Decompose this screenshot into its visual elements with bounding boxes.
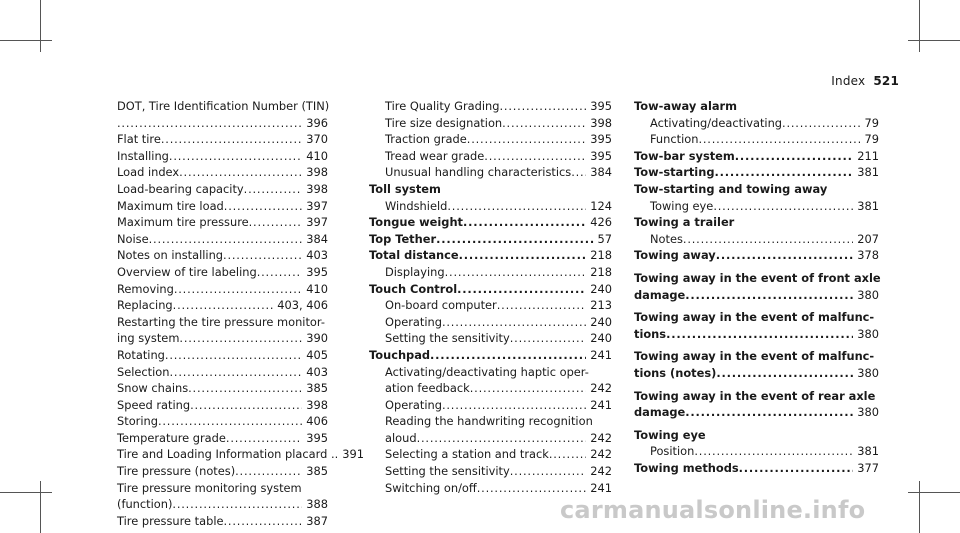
index-entry[interactable]: Installing ..... 410 (117, 148, 328, 165)
index-heading-towaway-alarm: Tow-away alarm (634, 99, 738, 113)
index-entry-malfunctions[interactable]: Towing away in the event of malfunc- (634, 310, 875, 325)
index-heading-towing-trailer: Towing a trailer (634, 215, 735, 230)
index-entry[interactable]: Storing ..... 406 (117, 413, 328, 430)
index-entry-malfunctions-cont[interactable]: tions ..... 380 (634, 326, 879, 343)
index-entry[interactable]: Tread wear grade ..... 395 (369, 148, 612, 165)
index-entry-rear-axle-cont[interactable]: damage ..... 380 (634, 404, 879, 421)
index-column-2 (369, 98, 612, 496)
index-entry[interactable]: Selecting a station and track ..... 242 (369, 446, 612, 463)
index-entry[interactable]: Removing ..... 410 (117, 281, 328, 298)
index-entry-notes[interactable]: Notes ..... 207 (634, 231, 879, 248)
index-entry[interactable]: Maximum tire pressure ..... 397 (117, 214, 328, 231)
index-entry[interactable]: On-board computer ..... 213 (369, 297, 612, 314)
index-entry[interactable]: Tire Quality Grading ..... 395 (369, 98, 612, 115)
index-entry-tire-pressure-table[interactable]: Tire pressure table ..... 387 (117, 513, 328, 530)
index-entry-tongue-weight[interactable]: Tongue weight ..... 426 (369, 214, 612, 231)
index-entry-reading-cont[interactable]: aloud ..... 242 (369, 430, 612, 447)
index-column-1 (117, 98, 364, 529)
index-entry[interactable]: Maximum tire load ..... 397 (117, 198, 328, 215)
index-entry-towing-methods[interactable]: Towing methods ..... 377 (634, 460, 879, 477)
index-entry[interactable]: Operating ..... 240 (369, 314, 612, 331)
index-entry[interactable]: Speed rating ..... 398 (117, 397, 328, 414)
index-entry-dot[interactable]: DOT, Tire Identification Number (TIN) (117, 99, 330, 113)
index-entry-top-tether[interactable]: Top Tether ..... 57 (369, 231, 612, 248)
index-entry[interactable]: Notes on installing ..... 403 (117, 247, 328, 264)
index-entry[interactable]: Temperature grade ..... 395 (117, 430, 328, 447)
index-entry[interactable]: Function ..... 79 (634, 131, 879, 148)
index-column-3 (634, 98, 879, 476)
page-number: 521 (873, 74, 899, 88)
index-entry[interactable]: Overview of tire labeling ..... 395 (117, 264, 328, 281)
index-entry-touchpad[interactable]: Touchpad ..... 241 (369, 347, 612, 364)
index-entry[interactable]: Traction grade ..... 395 (369, 131, 612, 148)
index-entry-displaying[interactable]: Displaying ..... 218 (369, 264, 612, 281)
index-entry-rear-axle[interactable]: Towing away in the event of rear axle (634, 388, 876, 403)
index-entry[interactable]: Switching on/off ..... 241 (369, 480, 612, 497)
index-entry-position[interactable]: Position ..... 381 (634, 443, 879, 460)
section-title: Index (831, 74, 866, 88)
index-entry-restart-cont[interactable]: ing system ..... 390 (117, 330, 328, 347)
index-entry-touch-control[interactable]: Touch Control ..... 240 (369, 281, 612, 298)
index-entry-towing-eye[interactable]: Towing eye ..... 381 (634, 198, 879, 215)
index-entry[interactable]: Operating ..... 241 (369, 397, 612, 414)
index-entry[interactable]: Setting the sensitivity ..... 242 (369, 463, 612, 480)
index-entry-haptic[interactable]: Activating/deactivating haptic oper- (385, 364, 589, 379)
index-entry[interactable]: Tire size designation ..... 398 (369, 115, 612, 132)
index-heading-tow-starting-towing: Tow-starting and towing away (634, 181, 828, 196)
index-entry[interactable]: Replacing ..... 403, 406 (117, 297, 328, 314)
index-entry-reading[interactable]: Reading the handwriting recognition (385, 414, 593, 429)
index-entry-windshield[interactable]: Windshield ..... 124 (369, 198, 612, 215)
index-entry-dot-page[interactable]: ..... 396 (117, 115, 328, 132)
index-entry[interactable]: Activating/deactivating ..... 79 (634, 115, 879, 132)
index-entry-front-axle[interactable]: Towing away in the event of front axle (634, 270, 881, 285)
index-entry[interactable]: Load index ..... 398 (117, 164, 328, 181)
index-entry-tow-bar[interactable]: Tow-bar system ..... 211 (634, 148, 879, 165)
index-entry-malfunctions-notes[interactable]: Towing away in the event of malfunc- (634, 349, 875, 364)
index-entry-haptic-cont[interactable]: ation feedback ..... 242 (369, 380, 612, 397)
index-entry-total-distance[interactable]: Total distance ..... 218 (369, 247, 612, 264)
index-entry-tpms[interactable]: Tire pressure monitoring system (117, 480, 302, 495)
watermark: carmanualsonline.info (560, 496, 866, 524)
index-entry[interactable]: Noise ..... 384 (117, 231, 328, 248)
index-entry[interactable]: Tire and Loading Information placard .. 391 (117, 447, 364, 462)
index-entry[interactable]: Load-bearing capacity ..... 398 (117, 181, 328, 198)
page-header (831, 74, 899, 88)
index-entry[interactable]: Setting the sensitivity ..... 240 (369, 330, 612, 347)
index-heading-towing-eye: Towing eye (634, 427, 706, 442)
index-entry-malfunctions-notes-cont[interactable]: tions (notes) ..... 380 (634, 365, 879, 382)
index-entry[interactable]: Rotating ..... 405 (117, 347, 328, 364)
index-entry[interactable]: Snow chains ..... 385 (117, 380, 328, 397)
index-entry-tow-starting[interactable]: Tow-starting ..... 381 (634, 164, 879, 181)
index-heading-toll: Toll system (369, 181, 441, 196)
index-entry-tpms-cont[interactable]: (function) ..... 388 (117, 496, 328, 513)
index-entry[interactable]: Unusual handling characteristics ..... 384 (369, 164, 612, 181)
index-entry[interactable]: Flat tire ..... 370 (117, 131, 328, 148)
index-entry-towing-away[interactable]: Towing away ..... 378 (634, 247, 879, 264)
index-entry[interactable]: Tire pressure (notes) ..... 385 (117, 463, 328, 480)
index-entry[interactable]: Selection ..... 403 (117, 364, 328, 381)
index-entry-restart[interactable]: Restarting the tire pressure monitor- (117, 314, 325, 329)
index-entry-front-axle-cont[interactable]: damage ..... 380 (634, 287, 879, 304)
